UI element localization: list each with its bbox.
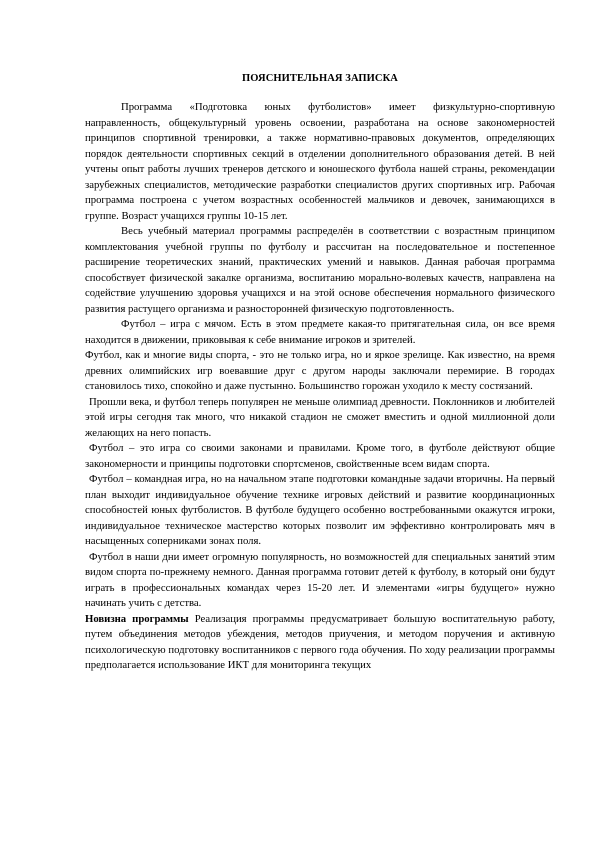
paragraph-football-game: Футбол – игра с мячом. Есть в этом предмете какая-то притягательная сила, он все время находится в движении, приковывая к себе внимание игроков и зрителей. — [85, 318, 555, 346]
paragraph-curriculum-distribution: Весь учебный материал программы распределён в соответствии с возрастным принципом комплектования учебной группы по футболу и рассчитан на последовательное и постепенное расширение теоретических знаний, практических умений и навыков. Данная рабочая программа способствует физической закалке организма, воспитанию морально-волевых качеств, направлена на содействие улучшению здоровья учащихся и на этой основе обеспечения нормального физического развития растущего организма и разносторонней физическую подготовленность. — [85, 225, 555, 315]
paragraph-program-overview: Программа «Подготовка юных футболистов» имеет физкультурно-спортивную направленность, общекультурный уровень освоении, разработана на основе закономерностей принципов спортивной тренировки, а также нормативно-правовых документов, определяющих порядок деятельности спортивных секций в отделении дополнительного образования детей. В ней учтены опыт работы лучших тренеров детского и юношеского футбола нашей страны, рекомендации зарубежных специалистов, методические разработки специалистов других спортивных игр. Рабочая программа построена с учетом возрастных особенностей мальчиков и девочек, занимающихся в группе. Возраст учащихся группы 10-15 лет. — [85, 101, 555, 222]
paragraph-team-game: Футбол – командная игра, но на начальном этапе подготовки командные задачи вторичны. На первый план выходит индивидуальное обучение технике игровых действий и развитие координационных способностей юных футболистов. В футболе будущего особенно востребованными окажутся игроки, индивидуальное техническое мастерство которых позволит им эффективно контролировать мяч в насыщенных соперниками зонах поля. — [85, 473, 555, 547]
paragraph-program-novelty — [85, 612, 555, 674]
page-title: ПОЯСНИТЕЛЬНАЯ ЗАПИСКА — [242, 73, 398, 84]
paragraph-football-spectacle: Футбол, как и многие виды спорта, - это не только игра, но и яркое зрелище. Как известно, на время древних олимпийских игр воевавшие друг с другом народы заключали перемирие. В городах становилось тихо, спокойно и даже пустынно. Большинство горожан уходило к месту состязаний. — [85, 349, 555, 392]
novelty-heading: Новизна программы — [85, 612, 189, 625]
paragraph-laws-and-rules: Футбол – это игра со своими законами и правилами. Кроме того, в футболе действуют общие закономерности и принципы подготовки спортсменов, свойственные всем видам спорта. — [85, 442, 555, 470]
novelty-text: Реализация программы предусматривает большую воспитательную работу, путем объединения методов убеждения, методов приучения, и методом поручения и активную психологическую подготовку воспитанников с первого года обучения. По ходу реализации программы предполагается использование ИКТ для мониторинга текущих — [85, 612, 555, 671]
paragraph-centuries-passed: Прошли века, и футбол теперь популярен не меньше олимпиад древности. Поклонников и любителей этой игры сегодня так много, что никакой стадион не сможет вместить и одной миллионной доли желающих на него попасть. — [85, 395, 555, 439]
paragraph-popularity: Футбол в наши дни имеет огромную популярность, но возможностей для специальных занятий этим видом спорта по-прежнему немного. Данная программа готовит детей к футболу, в который они будут играть в профессиональных командах через 15-20 лет. И элементами «игры будущего» нужно начинать учить с детства. — [85, 550, 555, 609]
document-page — [85, 72, 555, 674]
